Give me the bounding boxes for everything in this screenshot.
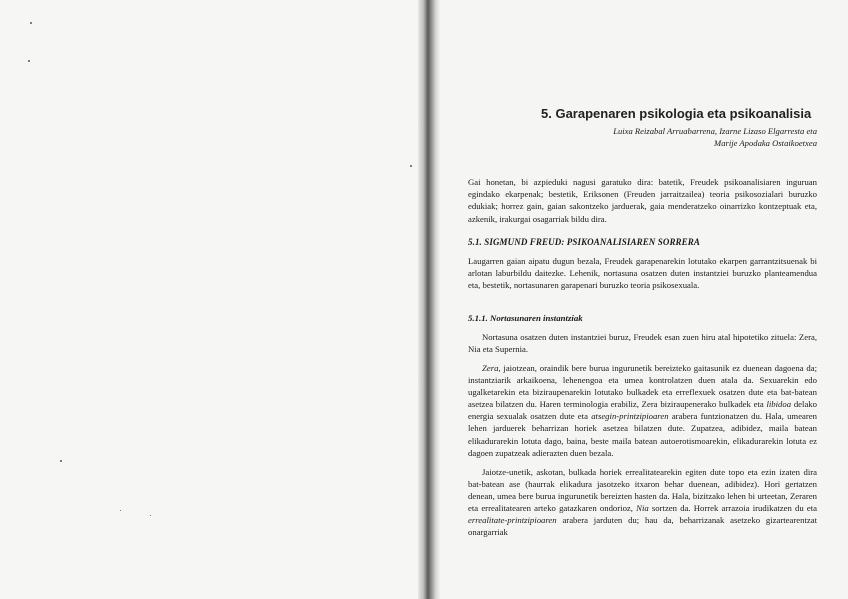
right-page — [440, 0, 848, 599]
section-intro: Laugarren gaian aipatu dugun bezala, Freudek garapenarekin lotutako ekarpen garrantzitsuenak bi arlotan laburbildu daitezke. Lehenik, nortasuna osatzen duten instantziei buruzko planteamendua eta, bestetik, nortasunaren garapenari buruzko teoria psikosexuala. — [468, 256, 817, 291]
page-speck — [60, 460, 62, 462]
chapter-authors — [468, 125, 817, 149]
chapter-title: 5. Garapenaren psikologia eta psikoanalisia — [541, 106, 812, 121]
paragraph-1: Nortasuna osatzen duten instantziei buruz, Freudek esan zuen hiru atal hipotetiko zituela: Zera, Nia eta Supernia. — [468, 332, 817, 355]
paragraph-2: Zera, jaiotzean, oraindik bere burua ingurunetik bereizteko gaitasunik ez duenean dagoena da; instantziarik arkaikoena, lehenengoa eta umea kontrolatzen duen atala da. Sexuarekin edo ugalketarekin eta biziraupenarekin lotutako bulkadek eta erreflexuek osatzen dute eta bat-batean asetzea bilatzen du. Haren terminologia erabiliz, Zera biziraupenerako bulkadek eta libidoa delako energia sexualak osatzen dute eta atsegin-printzipioaren arabera funtzionatzen du. Hala, umearen lehen jarduerek beharrizan horiek asetzea bilatzen dute. Zupatzea, adibidez, maila batean elikadurarekin lotuta dago, baina, beste maila batean autoerotismoarekin, elikadurarekin lotuta ez dagoen zupatzeak adierazten duen bezala. — [468, 363, 817, 458]
left-page — [0, 0, 420, 599]
book-gutter — [418, 0, 440, 599]
authors-line-1: Luixa Reizabal Arruabarrena, Izarne Lizaso Elgarresta eta — [613, 126, 817, 136]
chapter-intro: Gai honetan, bi azpieduki nagusi garatuko dira: batetik, Freudek psikoanalisiaren inguruan egindako ekarpenak; bestetik, Eriksonen (Freuden jarraitzailea) teoria psikosozialari buruzko edukiak; horrez gain, gaian sakontzeko jarduerak, gaia menderatzeko oinarrizko kontzeptuak eta, azkenik, irakurgai osagarriak bildu dira. — [468, 177, 817, 224]
page-speck — [120, 510, 121, 511]
subsection-heading: 5.1.1. Nortasunaren instantziak — [468, 313, 583, 323]
page-speck — [410, 165, 412, 167]
page-speck — [28, 60, 30, 62]
section-heading: 5.1. SIGMUND FREUD: PSIKOANALISIAREN SORRERA — [468, 237, 700, 247]
page-speck — [30, 22, 32, 24]
paragraph-3: Jaiotze-unetik, askotan, bulkada horiek errealitatearekin egiten dute topo eta ezin izaten dira bat-batean ase (haurrak elikadura jasotzeko itxaron behar duenean, adibidez). Hori gertatzen denean, umea bere burua ingurunetik bereizten hasten da. Hala, bizitzako lehen bi urteetan, Zeraren eta errealitatearen arteko gatazkaren ondorioz, Nia sortzen da. Horrek arrazoia irudikatzen du eta errealitate-printzipioaren arabera jarduten du; hau da, beharrizanak asetzeko gizartearentzat onargarriak — [468, 467, 818, 538]
term-libidoa: libidoa — [766, 399, 792, 410]
term-nia: Nia — [636, 503, 649, 514]
term-errealitate: errealitate-printzipioaren — [468, 515, 557, 526]
authors-line-2: Marije Apodaka Ostaikoetxea — [714, 138, 817, 148]
page-speck — [150, 515, 151, 516]
term-zera: Zera — [482, 363, 499, 373]
term-atsegin: atsegin-printzipioaren — [591, 411, 669, 422]
